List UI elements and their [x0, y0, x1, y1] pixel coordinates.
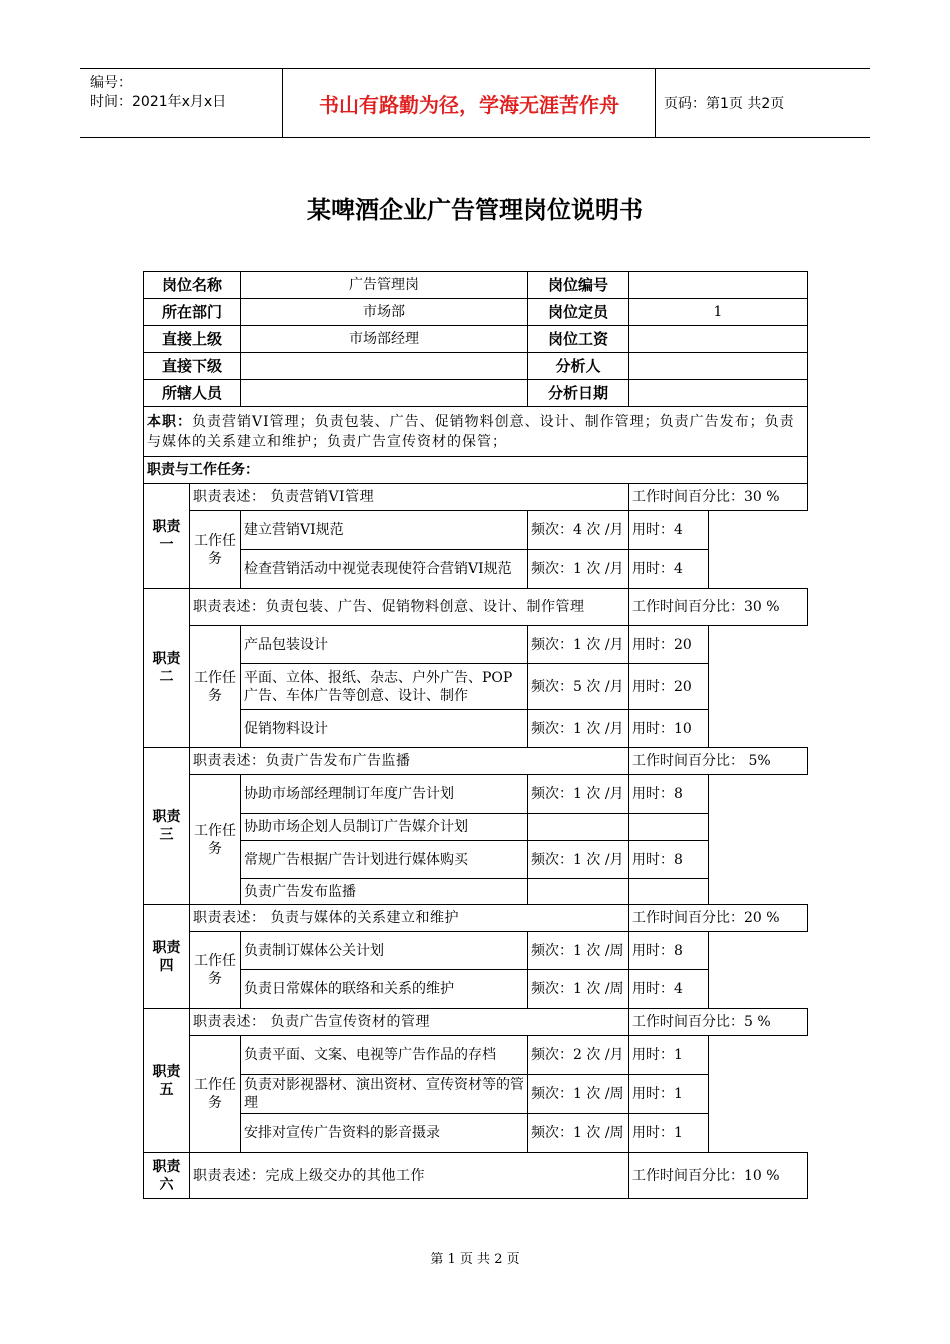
- duty-desc-row: [144, 748, 808, 775]
- info-row: [144, 380, 808, 407]
- field-label: 所辖人员: [144, 380, 241, 407]
- task-text: 协助市场部经理制订年度广告计划: [241, 775, 528, 814]
- field-label: 岗位编号: [528, 272, 629, 299]
- field-label: 岗位定员: [528, 299, 629, 326]
- field-value: [629, 380, 808, 407]
- field-label: 岗位名称: [144, 272, 241, 299]
- task-row: [144, 1114, 808, 1153]
- task-text: 负责制订媒体公关计划: [241, 932, 528, 970]
- task-duration: 用时：10: [629, 710, 709, 748]
- duty-time-percent: 工作时间百分比：10 %: [629, 1153, 808, 1199]
- info-row: [144, 299, 808, 326]
- task-frequency: 频次：1 次 /月: [528, 841, 629, 879]
- task-duration: 用时：8: [629, 932, 709, 970]
- task-label: 工作任务: [190, 511, 241, 589]
- job-description-table: [143, 271, 808, 1199]
- task-text: 负责平面、文案、电视等广告作品的存档: [241, 1036, 528, 1075]
- task-text: 促销物料设计: [241, 710, 528, 748]
- task-row: [144, 664, 808, 710]
- duty-name: 职责五: [144, 1009, 190, 1153]
- task-duration: 用时：20: [629, 626, 709, 664]
- field-label: 岗位工资: [528, 326, 629, 353]
- task-text: 常规广告根据广告计划进行媒体购买: [241, 841, 528, 879]
- duty-desc-row: [144, 1009, 808, 1036]
- task-frequency: 频次：4 次 /月: [528, 511, 629, 550]
- duty-summary-label: 本职：: [147, 413, 192, 430]
- task-frequency: 频次：1 次 /周: [528, 1114, 629, 1153]
- field-value: [629, 353, 808, 380]
- task-row: [144, 841, 808, 879]
- task-text: 安排对宣传广告资料的影音摄录: [241, 1114, 528, 1153]
- field-value: 市场部经理: [241, 326, 528, 353]
- task-label: 工作任务: [190, 775, 241, 905]
- page-footer: 第 1 页 共 2 页: [430, 1252, 520, 1267]
- field-label: 直接上级: [144, 326, 241, 353]
- task-frequency: 频次：1 次 /周: [528, 970, 629, 1009]
- task-duration: 用时：8: [629, 841, 709, 879]
- task-row: [144, 879, 808, 905]
- task-label: 工作任务: [190, 626, 241, 748]
- task-row: [144, 1036, 808, 1075]
- duty-description: 职责表述： 负责广告宣传资材的管理: [190, 1009, 629, 1036]
- duty-name: 职责一: [144, 484, 190, 589]
- task-text: 负责日常媒体的联络和关系的维护: [241, 970, 528, 1009]
- task-text: 负责广告发布监播: [241, 879, 528, 905]
- tasks-heading: 职责与工作任务：: [144, 457, 808, 484]
- duty-time-percent: 工作时间百分比：30 %: [629, 589, 808, 626]
- task-frequency: 频次：1 次 /周: [528, 1075, 629, 1114]
- field-label: 分析人: [528, 353, 629, 380]
- duty-desc-row: [144, 905, 808, 932]
- field-value: 广告管理岗: [241, 272, 528, 299]
- task-frequency: [528, 814, 629, 841]
- duty-name: 职责三: [144, 748, 190, 905]
- tasks-heading-row: [144, 457, 808, 484]
- task-frequency: 频次：5 次 /月: [528, 664, 629, 710]
- task-row: [144, 626, 808, 664]
- duty-summary: [144, 407, 808, 457]
- info-row: [144, 326, 808, 353]
- duty-desc-row: [144, 1153, 808, 1199]
- task-row: [144, 814, 808, 841]
- field-value: [629, 326, 808, 353]
- task-frequency: 频次：1 次 /月: [528, 550, 629, 589]
- task-row: [144, 932, 808, 970]
- duty-time-percent: 工作时间百分比：20 %: [629, 905, 808, 932]
- task-duration: 用时：1: [629, 1075, 709, 1114]
- duty-name: 职责二: [144, 589, 190, 748]
- task-duration: 用时：4: [629, 550, 709, 589]
- task-frequency: 频次：1 次 /月: [528, 626, 629, 664]
- task-text: 建立营销VI规范: [241, 511, 528, 550]
- field-value: 市场部: [241, 299, 528, 326]
- header-motto-cell: [283, 69, 656, 137]
- task-label: 工作任务: [190, 1036, 241, 1153]
- task-frequency: 频次：1 次 /月: [528, 775, 629, 814]
- task-text: 平面、立体、报纸、杂志、户外广告、POP广告、车体广告等创意、设计、制作: [241, 664, 528, 710]
- task-text: 协助市场企划人员制订广告媒介计划: [241, 814, 528, 841]
- task-row: [144, 710, 808, 748]
- task-duration: [629, 814, 709, 841]
- document-title: 某啤酒企业广告管理岗位说明书: [307, 196, 643, 224]
- header-meta: [80, 69, 283, 137]
- duty-description: 职责表述： 负责与媒体的关系建立和维护: [190, 905, 629, 932]
- duty-desc-row: [144, 589, 808, 626]
- time-label: 时间：2021年x月x日: [90, 94, 227, 110]
- task-row: [144, 970, 808, 1009]
- field-value: [241, 353, 528, 380]
- task-duration: [629, 879, 709, 905]
- task-duration: 用时：4: [629, 970, 709, 1009]
- task-text: 产品包装设计: [241, 626, 528, 664]
- page-header: [80, 68, 870, 138]
- task-label: 工作任务: [190, 932, 241, 1009]
- duty-description: 职责表述： 负责营销VI管理: [190, 484, 629, 511]
- duty-desc-row: [144, 484, 808, 511]
- task-row: [144, 511, 808, 550]
- task-text: 检查营销活动中视觉表现使符合营销VI规范: [241, 550, 528, 589]
- duty-summary-row: [144, 407, 808, 457]
- field-value: [629, 272, 808, 299]
- motto: 书山有路勤为径，学海无涯苦作舟: [319, 92, 619, 117]
- task-duration: 用时：8: [629, 775, 709, 814]
- header-page-cell: [656, 69, 870, 137]
- duty-time-percent: 工作时间百分比：5 %: [629, 1009, 808, 1036]
- duty-summary-text: 负责营销VI管理；负责包装、广告、促销物料创意、设计、制作管理；负责广告发布；负责与媒体的关系建立和维护；负责广告宣传资材的保管；: [147, 413, 795, 450]
- info-row: [144, 272, 808, 299]
- task-row: [144, 1075, 808, 1114]
- duty-time-percent: 工作时间百分比： 5%: [629, 748, 808, 775]
- page-number: 页码：第1页 共2页: [664, 96, 785, 112]
- task-duration: 用时：1: [629, 1036, 709, 1075]
- task-row: [144, 550, 808, 589]
- task-duration: 用时：1: [629, 1114, 709, 1153]
- duty-time-percent: 工作时间百分比：30 %: [629, 484, 808, 511]
- task-row: [144, 775, 808, 814]
- task-frequency: 频次：1 次 /月: [528, 710, 629, 748]
- duty-description: 职责表述：负责广告发布广告监播: [190, 748, 629, 775]
- duty-description: 职责表述：完成上级交办的其他工作: [190, 1153, 629, 1199]
- task-frequency: 频次：2 次 /月: [528, 1036, 629, 1075]
- field-label: 所在部门: [144, 299, 241, 326]
- duty-name: 职责四: [144, 905, 190, 1009]
- field-value: 1: [629, 299, 808, 326]
- task-duration: 用时：20: [629, 664, 709, 710]
- field-value: [241, 380, 528, 407]
- duty-description: 职责表述：负责包装、广告、促销物料创意、设计、制作管理: [190, 589, 629, 626]
- code-label: 编号：: [90, 75, 132, 91]
- task-frequency: 频次：1 次 /周: [528, 932, 629, 970]
- info-row: [144, 353, 808, 380]
- duty-name: 职责六: [144, 1153, 190, 1199]
- field-label: 直接下级: [144, 353, 241, 380]
- task-frequency: [528, 879, 629, 905]
- field-label: 分析日期: [528, 380, 629, 407]
- task-duration: 用时：4: [629, 511, 709, 550]
- task-text: 负责对影视器材、演出资材、宣传资材等的管理: [241, 1075, 528, 1114]
